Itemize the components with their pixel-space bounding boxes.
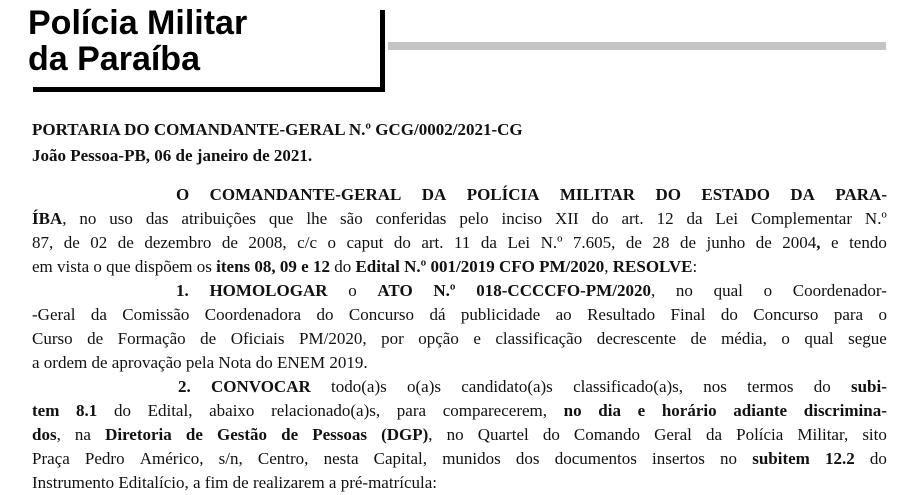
- text-word: no: [79, 209, 97, 228]
- text-word: do: [591, 209, 609, 228]
- text-word: do: [316, 305, 334, 324]
- text-word: publicidade: [460, 305, 541, 324]
- text-word: comparecerem,: [442, 401, 547, 420]
- text-word: DA: [421, 185, 447, 204]
- text-word: MILITAR: [559, 185, 636, 204]
- text-word: ÍBA,: [32, 209, 67, 228]
- text-word: (DGP),: [381, 425, 433, 444]
- text-line: [32, 231, 887, 255]
- text-segment: do: [329, 257, 356, 276]
- text-word: 018-CCCCFO-PM/2020,: [476, 281, 656, 300]
- text-word: Final: [670, 305, 706, 324]
- text-segment: RESOLVE: [612, 257, 693, 276]
- text-word: são: [340, 209, 363, 228]
- text-word: de: [87, 329, 104, 348]
- text-word: adiante: [733, 401, 788, 420]
- text-word: Comissão: [122, 305, 190, 324]
- text-word: Praça: [32, 449, 70, 468]
- text-word: XII: [555, 209, 579, 228]
- text-word: POLÍCIA: [466, 185, 540, 204]
- text-word: Concurso: [753, 305, 819, 324]
- text-word: candidato(a)s: [461, 377, 553, 396]
- text-word: no: [720, 449, 738, 468]
- date-line: João Pessoa-PB, 06 de janeiro de 2021.: [32, 146, 313, 165]
- text-word: COMANDANTE-GERAL: [209, 185, 402, 204]
- text-segment: Edital N.º 001/2019 CFO PM/2020: [355, 257, 605, 276]
- text-word: Diretoria: [105, 425, 172, 444]
- text-word: nesta: [323, 449, 359, 468]
- text-word: Concurso: [348, 305, 415, 324]
- masthead-box: [28, 5, 380, 87]
- text-word: da: [480, 233, 497, 252]
- text-word: Curso: [32, 329, 73, 348]
- paragraph-intro: [32, 183, 887, 279]
- text-word: do: [720, 305, 738, 324]
- text-word: conferidas: [375, 209, 447, 228]
- text-word: dezembro: [144, 233, 212, 252]
- document-header: [32, 117, 523, 169]
- text-word: o: [781, 329, 790, 348]
- text-word: termos: [747, 377, 794, 396]
- text-line: [32, 207, 887, 231]
- text-line: [32, 303, 887, 327]
- text-word: Geral: [654, 425, 692, 444]
- text-line: [32, 375, 887, 399]
- text-segment: em vista o que dispõem os: [32, 257, 217, 276]
- text-word: que: [268, 209, 294, 228]
- text-word: Edital,: [147, 401, 193, 420]
- text-word: Oficiais: [230, 329, 285, 348]
- text-line: [32, 327, 887, 351]
- text-word: nos: [703, 377, 727, 396]
- text-segment: itens 08, 09 e 12: [216, 257, 330, 276]
- text-word: de: [221, 233, 238, 252]
- text-word: tem: [32, 401, 60, 420]
- text-word: de: [117, 233, 134, 252]
- text-word: o: [763, 281, 773, 300]
- text-word: do: [813, 377, 831, 396]
- text-word: 11: [454, 233, 471, 252]
- text-word: ao: [555, 305, 572, 324]
- text-word: O: [176, 185, 190, 204]
- text-word: lhe: [306, 209, 328, 228]
- paragraph-item-1: [32, 279, 887, 375]
- text-word: para: [396, 401, 427, 420]
- text-word: de: [63, 233, 80, 252]
- text-word: PARA-: [835, 185, 887, 204]
- text-word: discrimina-: [803, 401, 887, 420]
- text-word: Capital,: [373, 449, 428, 468]
- text-word: documentos: [554, 449, 637, 468]
- text-word: por: [381, 329, 404, 348]
- text-word: para: [833, 305, 864, 324]
- text-word: art.: [421, 233, 444, 252]
- text-word: de: [281, 425, 299, 444]
- text-word: c/c: [297, 233, 317, 252]
- text-word: PM/2020,: [299, 329, 367, 348]
- text-word: 2.: [178, 377, 191, 396]
- text-segment: Instrumento Editalício, a fim de realizarem a pré-matrícula:: [32, 473, 437, 492]
- text-word: Complementar: [750, 209, 853, 228]
- text-word: de: [679, 233, 696, 252]
- text-word: Lei: [507, 233, 531, 252]
- text-word: do: [869, 449, 887, 468]
- text-word: -Geral: [32, 305, 76, 324]
- text-word: Coordenadora: [204, 305, 302, 324]
- text-line: [32, 255, 887, 279]
- text-line: [32, 279, 887, 303]
- text-word: decrescente: [596, 329, 677, 348]
- text-word: Américo,: [139, 449, 204, 468]
- text-word: opção: [418, 329, 459, 348]
- text-word: art.: [621, 209, 644, 228]
- text-word: Gestão: [216, 425, 268, 444]
- text-word: o: [878, 305, 887, 324]
- text-word: 87,: [32, 233, 54, 252]
- text-word: ESTADO: [701, 185, 771, 204]
- text-word: Centro,: [257, 449, 309, 468]
- text-word: da: [705, 425, 723, 444]
- text-word: DA: [790, 185, 815, 204]
- text-word: N.º: [433, 281, 456, 300]
- text-word: horário: [661, 401, 717, 420]
- text-word: o: [327, 233, 336, 252]
- text-word: dos: [515, 449, 540, 468]
- text-word: e: [473, 329, 481, 348]
- text-word: do: [393, 233, 411, 252]
- text-segment: :: [692, 257, 698, 276]
- text-word: o: [348, 281, 357, 300]
- text-word: caput: [346, 233, 384, 252]
- text-line: [32, 471, 887, 495]
- text-word: dá: [429, 305, 446, 324]
- text-line: [32, 447, 887, 471]
- text-word: 12.2: [824, 449, 855, 468]
- text-word: e: [831, 233, 839, 252]
- text-word: no: [675, 281, 693, 300]
- text-word: pelo: [459, 209, 489, 228]
- text-word: atribuições: [181, 209, 256, 228]
- text-word: uso: [109, 209, 133, 228]
- text-word: Formação: [117, 329, 186, 348]
- text-word: sito: [862, 425, 887, 444]
- text-word: Lei: [715, 209, 739, 228]
- masthead-title: Polícia Militar da Paraíba: [28, 4, 248, 78]
- text-word: 28: [652, 233, 670, 252]
- text-word: de: [185, 425, 203, 444]
- text-word: 2008,: [248, 233, 287, 252]
- text-line: [32, 423, 887, 447]
- text-word: Pedro: [84, 449, 125, 468]
- text-word: insertos: [652, 449, 705, 468]
- text-word: Polícia: [736, 425, 784, 444]
- masthead-rule: [388, 42, 886, 50]
- text-word: da: [686, 209, 703, 228]
- text-word: dos,: [32, 425, 61, 444]
- text-word: todo(a)s: [331, 377, 387, 396]
- text-word: o(a)s: [407, 377, 441, 396]
- text-word: subi-: [850, 377, 887, 396]
- text-word: ATO: [377, 281, 413, 300]
- text-word: 2004,: [782, 233, 821, 252]
- text-word: DO: [655, 185, 681, 204]
- text-word: Quartel: [477, 425, 529, 444]
- text-word: de: [200, 329, 217, 348]
- text-word: de: [690, 329, 707, 348]
- text-word: inciso: [501, 209, 543, 228]
- text-word: 1.: [176, 281, 189, 300]
- text-segment: ,: [604, 257, 613, 276]
- text-word: Coordenador-: [792, 281, 887, 300]
- text-word: s/n,: [218, 449, 243, 468]
- text-word: N.º: [864, 209, 887, 228]
- text-word: das: [145, 209, 169, 228]
- text-word: 02: [90, 233, 108, 252]
- text-word: do: [542, 425, 560, 444]
- text-word: N.º: [540, 233, 563, 252]
- text-word: na: [74, 425, 91, 444]
- text-word: classificado(a)s,: [573, 377, 684, 396]
- text-line: [32, 399, 887, 423]
- text-word: dia: [598, 401, 621, 420]
- text-word: de: [755, 233, 772, 252]
- text-word: no: [446, 425, 464, 444]
- text-word: de: [625, 233, 642, 252]
- text-word: média,: [721, 329, 767, 348]
- text-word: da: [90, 305, 107, 324]
- text-line: [32, 351, 887, 375]
- text-line: [32, 183, 887, 207]
- text-word: HOMOLOGAR: [209, 281, 328, 300]
- text-word: Militar,: [797, 425, 849, 444]
- text-word: CONVOCAR: [211, 377, 311, 396]
- text-word: 7.605,: [572, 233, 616, 252]
- text-word: Pessoas: [312, 425, 367, 444]
- text-word: junho: [706, 233, 746, 252]
- text-word: subitem: [752, 449, 810, 468]
- text-word: 8.1: [76, 401, 98, 420]
- text-word: e: [637, 401, 646, 420]
- text-word: no: [563, 401, 582, 420]
- portaria-title: PORTARIA DO COMANDANTE-GERAL N.º GCG/0002/2021-CG: [32, 120, 523, 139]
- text-segment: a ordem de aprovação pela Nota do ENEM 2019.: [32, 353, 368, 372]
- text-word: relacionado(a)s,: [271, 401, 381, 420]
- text-word: munidos: [442, 449, 501, 468]
- text-word: segue: [848, 329, 887, 348]
- text-word: abaixo: [209, 401, 255, 420]
- paragraph-item-2: [32, 375, 887, 495]
- text-word: qual: [713, 281, 743, 300]
- text-word: Comando: [573, 425, 641, 444]
- text-word: qual: [804, 329, 834, 348]
- text-word: tendo: [849, 233, 887, 252]
- text-word: do: [113, 401, 131, 420]
- text-word: classificação: [495, 329, 583, 348]
- text-word: 12: [656, 209, 674, 228]
- text-word: Resultado: [587, 305, 656, 324]
